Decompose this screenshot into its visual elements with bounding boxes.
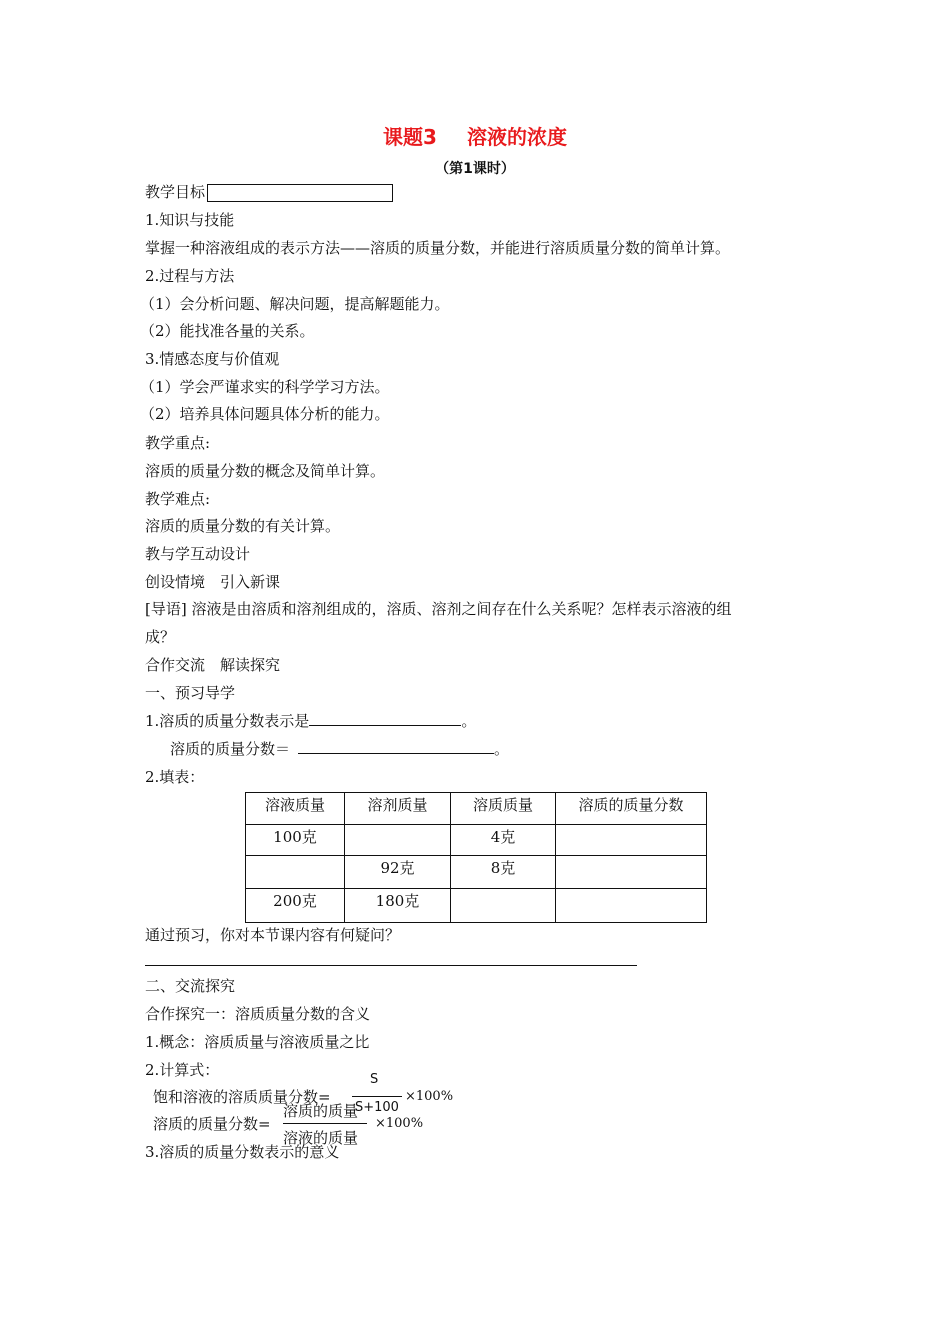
mass-fraction-formula-tail: ×100% bbox=[375, 1116, 424, 1131]
goals-heading bbox=[145, 182, 393, 202]
fraction-numerator: 溶质的质量 bbox=[283, 1102, 359, 1120]
table-cell bbox=[556, 889, 707, 923]
answer-line bbox=[145, 965, 637, 966]
preview-question-1 bbox=[145, 711, 476, 731]
preview-question-1-end: 。 bbox=[461, 712, 477, 730]
goal-section-3-item-2: （2）培养具体问题具体分析的能力。 bbox=[140, 405, 390, 423]
intro-heading: 创设情境 引入新课 bbox=[145, 573, 281, 591]
table-cell: 8克 bbox=[451, 856, 556, 889]
intro-text-line-1: [导语] 溶液是由溶质和溶剂组成的，溶质、溶剂之间存在什么关系呢？怎样表示溶液的组 bbox=[145, 600, 732, 618]
saturated-formula-label: 饱和溶液的溶质质量分数= bbox=[153, 1088, 331, 1106]
page-title bbox=[0, 124, 950, 150]
preview-question-2: 2.填表： bbox=[145, 768, 205, 786]
table-cell: 180克 bbox=[345, 889, 451, 923]
goal-section-3: 3.情感态度与价值观 bbox=[145, 350, 280, 368]
saturated-formula-tail: ×100% bbox=[405, 1089, 454, 1104]
fraction-denominator: S+100 bbox=[355, 1100, 399, 1115]
key-point-heading: 教学重点: bbox=[145, 434, 211, 452]
table-row bbox=[246, 856, 707, 889]
table-cell: 92克 bbox=[345, 856, 451, 889]
table-header-cell: 溶质质量 bbox=[451, 793, 556, 825]
difficulty-text: 溶质的质量分数的有关计算。 bbox=[145, 517, 341, 535]
formula-blank bbox=[298, 739, 494, 754]
table-cell: 200克 bbox=[246, 889, 345, 923]
title-topic: 溶液的浓度 bbox=[466, 125, 567, 149]
meaning-line: 3.溶质的质量分数表示的意义 bbox=[145, 1143, 340, 1161]
table-cell bbox=[246, 856, 345, 889]
cooperation-heading: 合作交流 解读探究 bbox=[145, 656, 281, 674]
table-header-cell: 溶液质量 bbox=[246, 793, 345, 825]
table-cell bbox=[451, 889, 556, 923]
design-heading: 教与学互动设计 bbox=[145, 545, 251, 563]
concept-line: 1.概念：溶质质量与溶液质量之比 bbox=[145, 1033, 370, 1051]
explore-subheading: 合作探究一：溶质质量分数的含义 bbox=[145, 1005, 371, 1023]
difficulty-heading: 教学难点: bbox=[145, 490, 211, 508]
table-header-cell: 溶质的质量分数 bbox=[556, 793, 707, 825]
mass-fraction-formula-label: 溶质的质量分数= bbox=[153, 1115, 271, 1133]
goal-section-1: 1.知识与技能 bbox=[145, 211, 235, 229]
fraction-denominator: 溶液的质量 bbox=[283, 1129, 359, 1147]
table-cell bbox=[556, 856, 707, 889]
goal-section-3-item-1: （1）学会严谨求实的科学学习方法。 bbox=[140, 378, 390, 396]
key-point-text: 溶质的质量分数的概念及简单计算。 bbox=[145, 462, 386, 480]
fill-in-table bbox=[245, 792, 707, 923]
preview-formula-end: 。 bbox=[494, 740, 510, 758]
explore-heading: 二、交流探究 bbox=[145, 977, 236, 995]
fraction-numerator: S bbox=[370, 1072, 379, 1087]
fraction-bar bbox=[352, 1096, 402, 1097]
formula-heading: 2.计算式： bbox=[145, 1061, 220, 1079]
goal-section-2: 2.过程与方法 bbox=[145, 267, 235, 285]
table-cell bbox=[345, 825, 451, 856]
fraction-bar bbox=[283, 1123, 367, 1124]
table-cell: 4克 bbox=[451, 825, 556, 856]
preview-formula-text: 溶质的质量分数＝ bbox=[170, 740, 291, 758]
goals-heading-box bbox=[207, 184, 393, 202]
table-cell bbox=[556, 825, 707, 856]
table-header-cell: 溶剂质量 bbox=[345, 793, 451, 825]
answer-blank bbox=[309, 711, 461, 726]
table-header-row bbox=[246, 793, 707, 825]
preview-question-1-text: 1.溶质的质量分数表示是 bbox=[145, 712, 310, 730]
page-subtitle: （第1课时） bbox=[435, 161, 515, 177]
mass-fraction-fraction bbox=[283, 1100, 367, 1148]
preview-doubt-question: 通过预习，你对本节课内容有何疑问？ bbox=[145, 926, 401, 944]
table-row bbox=[246, 889, 707, 923]
table-cell: 100克 bbox=[246, 825, 345, 856]
goal-section-2-item-1: （1）会分析问题、解决问题，提高解题能力。 bbox=[140, 295, 450, 313]
table-row bbox=[246, 825, 707, 856]
preview-formula bbox=[170, 739, 509, 759]
goals-heading-label: 教学目标 bbox=[145, 183, 206, 201]
goal-section-2-item-2: （2）能找准各量的关系。 bbox=[140, 322, 315, 340]
intro-text-line-2: 成？ bbox=[145, 628, 176, 646]
title-lesson-number: 课题3 bbox=[383, 125, 437, 149]
preview-heading: 一、预习导学 bbox=[145, 684, 236, 702]
goal-section-1-text: 掌握一种溶液组成的表示方法——溶质的质量分数，并能进行溶质质量分数的简单计算。 bbox=[145, 239, 731, 257]
